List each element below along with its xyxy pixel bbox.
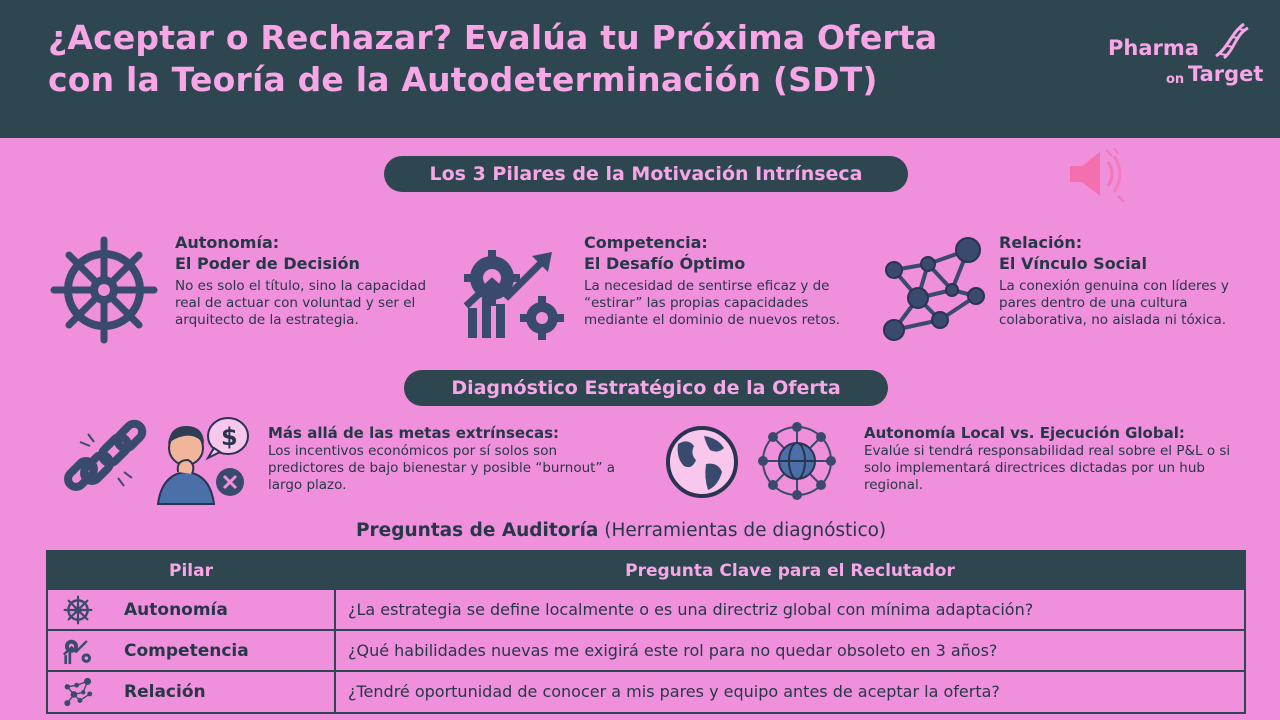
globe-icon (664, 424, 740, 500)
logo-word-target: Target (1188, 62, 1264, 86)
pillar-competencia-subtitle: El Desafío Óptimo (584, 254, 746, 273)
table-cell-pregunta: ¿La estrategia se define localmente o es una directriz global con mínima adaptación? (348, 600, 1034, 619)
pillar-relacion-text: La conexión genuina con líderes y pares dentro de una cultura colaborativa, no aislada ni tóxica. (999, 278, 1229, 328)
table-cell-pilar: Relación (124, 682, 206, 702)
worried-person-money-icon (156, 414, 252, 506)
header-banner (0, 0, 1280, 138)
table-row (48, 588, 1244, 629)
page-title-line-2: con la Teoría de la Autodeterminación (SDT) (48, 60, 878, 99)
pillar-competencia-text: La necesidad de sentirse eficaz y de “estirar” las propias capacidades mediante el dominio de nuevos retos. (584, 278, 841, 328)
audit-heading-bold: Preguntas de Auditoría (356, 520, 599, 541)
logo-word-pharma: Pharma (1108, 36, 1199, 60)
pillar-competencia-title: Competencia: (584, 233, 708, 252)
svg-text:$: $ (221, 423, 238, 451)
table-cell-pregunta: ¿Tendré oportunidad de conocer a mis pares y equipo antes de aceptar la oferta? (348, 682, 1000, 701)
table-row (48, 629, 1244, 670)
network-nodes-icon (62, 677, 94, 707)
broken-chain-icon (58, 416, 150, 506)
pillar-autonomia-text: No es solo el título, sino la capacidad real de actuar con voluntad y ser el arquitecto de la estrategia. (175, 278, 427, 328)
pillar-relacion-title: Relación: (999, 233, 1083, 252)
global-network-icon (754, 418, 840, 504)
audit-heading-rest: (Herramientas de diagnóstico) (598, 520, 887, 541)
logo-word-on: on (1166, 72, 1185, 87)
table-header-pregunta: Pregunta Clave para el Reclutador (336, 552, 1244, 590)
pillar-autonomia-title: Autonomía: (175, 233, 280, 252)
gears-growth-chart-icon (460, 246, 568, 342)
table-cell-pilar: Autonomía (124, 600, 228, 620)
ship-wheel-icon (62, 595, 94, 625)
audit-table (46, 550, 1246, 714)
section-heading-diagnostico: Diagnóstico Estratégico de la Oferta (404, 370, 888, 406)
section-heading-pillars: Los 3 Pilares de la Motivación Intrínseca (384, 156, 908, 192)
diag-autonomia-local-title: Autonomía Local vs. Ejecución Global: (864, 424, 1185, 442)
pillar-autonomia-subtitle: El Poder de Decisión (175, 254, 360, 273)
diag-autonomia-local-text: Evalúe si tendrá responsabilidad real sobre el P&L o si solo implementará directrices dictadas por un hub regional. (864, 443, 1231, 493)
table-cell-pregunta: ¿Qué habilidades nuevas me exigirá este rol para no quedar obsoleto en 3 años? (348, 641, 998, 660)
page-title-line-1: ¿Aceptar o Rechazar? Evalúa tu Próxima Oferta (48, 18, 938, 57)
pillar-relacion-subtitle: El Vínculo Social (999, 254, 1147, 273)
dna-helix-icon (1210, 20, 1250, 60)
network-nodes-icon (880, 234, 986, 344)
pharma-on-target-logo (1106, 36, 1264, 106)
table-cell-pilar: Competencia (124, 641, 249, 661)
diag-extrinsecas-text: Los incentivos económicos por sí solos son predictores de bajo bienestar y posible “burnout” a largo plazo. (268, 443, 616, 493)
table-row (48, 670, 1244, 711)
diag-extrinsecas-title: Más allá de las metas extrínsecas: (268, 424, 560, 442)
ship-wheel-icon (50, 234, 158, 346)
gears-growth-chart-icon (62, 636, 94, 666)
audit-heading (356, 520, 886, 541)
table-header-pilar: Pilar (48, 552, 334, 590)
speaker-icon[interactable] (1066, 144, 1136, 204)
